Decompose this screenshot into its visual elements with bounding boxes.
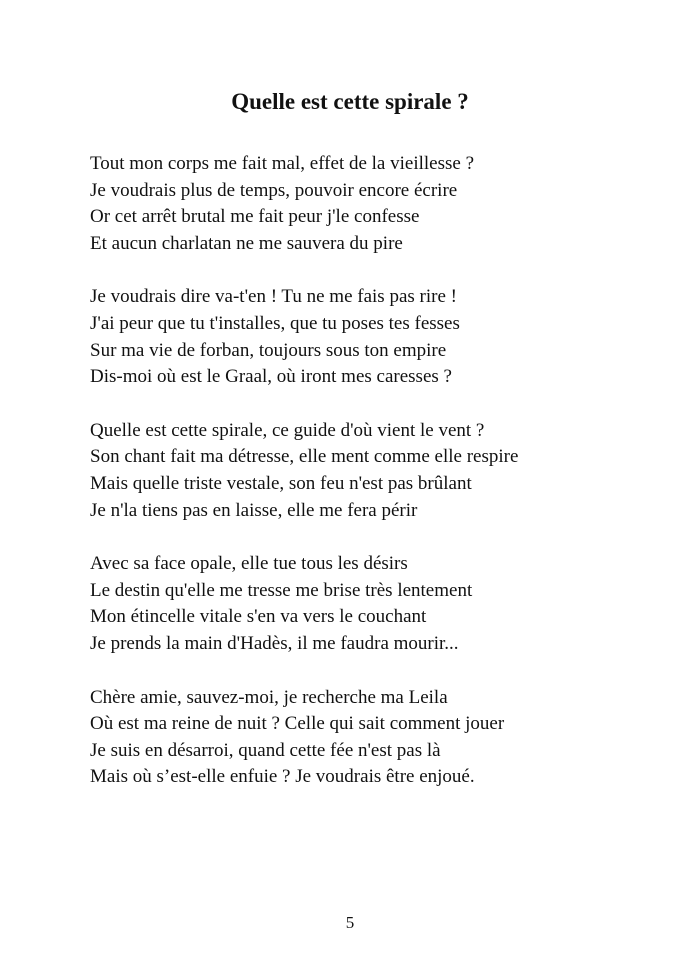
verse-line: Je prends la main d'Hadès, il me faudra mourir...	[90, 632, 459, 654]
stanza-1	[90, 151, 670, 257]
page-number: 5	[345, 913, 355, 932]
verse-line: Où est ma reine de nuit ? Celle qui sait comment jouer	[90, 713, 505, 735]
verse-line: Le destin qu'elle me tresse me brise très lentement	[90, 579, 473, 601]
stanza-2	[90, 284, 670, 390]
verse-line: Quelle est cette spirale, ce guide d'où vient le vent ?	[90, 419, 485, 441]
verse-line: Avec sa face opale, elle tue tous les désirs	[90, 553, 408, 575]
verse-line: Je voudrais dire va-t'en ! Tu ne me fais pas rire !	[90, 286, 457, 308]
verse-line: Je voudrais plus de temps, pouvoir encore écrire	[90, 179, 458, 201]
stanza-3	[90, 418, 670, 524]
verse-line: Or cet arrêt brutal me fait peur j'le confesse	[90, 206, 420, 228]
stanza-4	[90, 551, 670, 657]
verse-line: Sur ma vie de forban, toujours sous ton empire	[90, 339, 447, 361]
verse-line: Mon étincelle vitale s'en va vers le couchant	[90, 606, 427, 628]
verse-line: Dis-moi où est le Graal, où iront mes caresses ?	[90, 366, 452, 388]
poem-body	[90, 151, 670, 818]
stanza-5	[90, 685, 670, 791]
verse-line: Je n'la tiens pas en laisse, elle me fera périr	[90, 499, 418, 521]
verse-line: Son chant fait ma détresse, elle ment comme elle respire	[90, 446, 519, 468]
verse-line: Je suis en désarroi, quand cette fée n'est pas là	[90, 739, 441, 761]
verse-line: Et aucun charlatan ne me sauvera du pire	[90, 232, 403, 254]
verse-line: J'ai peur que tu t'installes, que tu poses tes fesses	[90, 312, 460, 334]
poem-title: Quelle est cette spirale ?	[231, 89, 469, 114]
verse-line: Mais où s’est-elle enfuie ? Je voudrais être enjoué.	[90, 766, 475, 788]
verse-line: Tout mon corps me fait mal, effet de la vieillesse ?	[90, 153, 474, 174]
verse-line: Mais quelle triste vestale, son feu n'est pas brûlant	[90, 472, 472, 494]
verse-line: Chère amie, sauvez-moi, je recherche ma Leila	[90, 686, 448, 708]
